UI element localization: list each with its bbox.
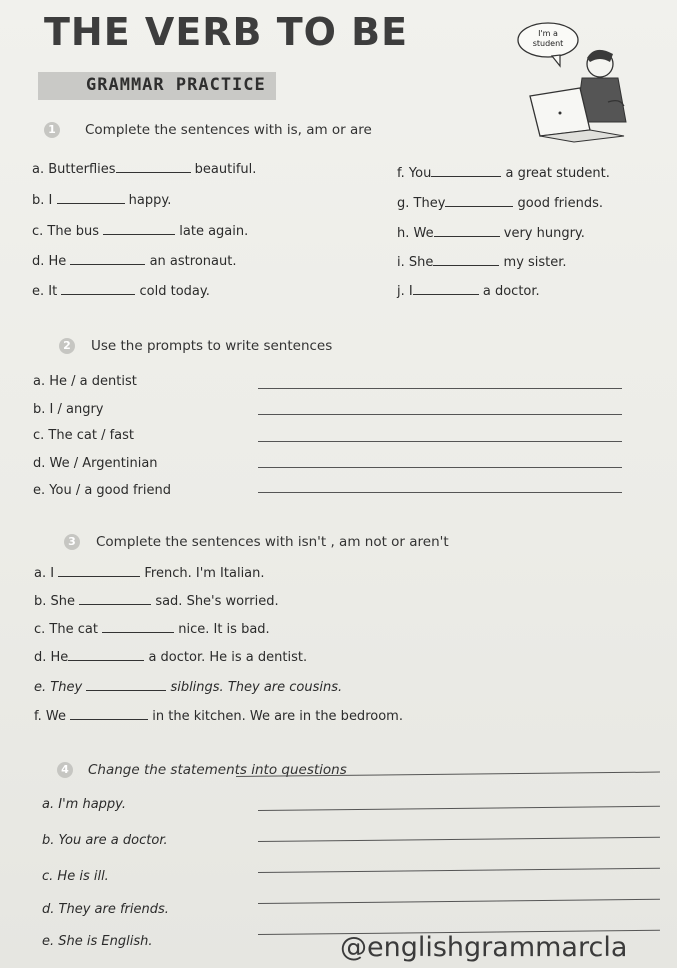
item-label: i. bbox=[397, 255, 405, 270]
item-text-after: in the kitchen. We are in the bedroom. bbox=[152, 709, 403, 724]
answer-line[interactable] bbox=[258, 414, 622, 415]
answer-line[interactable] bbox=[258, 899, 660, 904]
item-text-after: a great student. bbox=[505, 166, 610, 181]
item-prompt: The cat / fast bbox=[48, 428, 135, 443]
s2-item-e bbox=[33, 483, 171, 498]
item-label: e. bbox=[42, 934, 55, 949]
item-text-before: It bbox=[48, 284, 58, 299]
item-statement: They are friends. bbox=[58, 902, 169, 917]
item-text-before: We bbox=[45, 709, 66, 724]
answer-blank[interactable] bbox=[103, 233, 175, 235]
item-text-before: They bbox=[413, 196, 446, 211]
s3-item-a bbox=[34, 566, 265, 581]
section-3-instruction: Complete the sentences with isn't , am not or aren't bbox=[96, 534, 449, 550]
item-label: b. bbox=[34, 594, 47, 609]
section-1-instruction: Complete the sentences with is, am or are bbox=[85, 122, 372, 138]
item-label: a. bbox=[34, 566, 47, 581]
s1-item-b bbox=[32, 193, 171, 208]
item-statement: I'm happy. bbox=[58, 797, 126, 812]
item-prompt: We / Argentinian bbox=[49, 456, 158, 471]
item-label: c. bbox=[34, 622, 46, 637]
item-label: f. bbox=[34, 709, 42, 724]
item-label: d. bbox=[34, 650, 47, 665]
answer-blank[interactable] bbox=[116, 171, 191, 173]
speech-text-line2: student bbox=[532, 39, 564, 48]
item-text-after: nice. It is bad. bbox=[178, 622, 270, 637]
s1-item-a bbox=[32, 162, 256, 177]
item-text-before: They bbox=[50, 680, 83, 695]
s3-item-d bbox=[34, 650, 307, 665]
answer-line[interactable] bbox=[258, 388, 622, 389]
item-label: e. bbox=[32, 284, 45, 299]
s4-item-a bbox=[42, 797, 126, 812]
answer-blank[interactable] bbox=[434, 235, 500, 237]
s3-item-c bbox=[34, 622, 270, 637]
s2-item-a bbox=[33, 374, 137, 389]
item-label: e. bbox=[33, 483, 46, 498]
answer-line[interactable] bbox=[258, 837, 660, 842]
item-prompt: You / a good friend bbox=[49, 483, 171, 498]
item-text-before: I bbox=[50, 566, 55, 581]
answer-blank[interactable] bbox=[433, 264, 499, 266]
s1-item-f bbox=[397, 166, 610, 181]
item-text-after: siblings. They are cousins. bbox=[170, 680, 343, 695]
item-label: d. bbox=[32, 254, 45, 269]
item-text-before: We bbox=[413, 226, 434, 241]
item-label: b. bbox=[32, 193, 45, 208]
s1-item-c bbox=[32, 224, 248, 239]
item-text-after: my sister. bbox=[503, 255, 567, 270]
item-label: c. bbox=[33, 428, 45, 443]
item-text-before: He bbox=[48, 254, 67, 269]
answer-blank[interactable] bbox=[57, 202, 125, 204]
answer-line[interactable] bbox=[258, 806, 660, 811]
section-3-number: 3 bbox=[64, 534, 80, 550]
item-text-before: You bbox=[408, 166, 432, 181]
s4-item-b bbox=[42, 833, 168, 848]
item-prompt: He / a dentist bbox=[49, 374, 137, 389]
item-label: c. bbox=[42, 869, 54, 884]
s3-item-f bbox=[34, 709, 403, 724]
s4-item-d bbox=[42, 902, 169, 917]
section-2-number: 2 bbox=[59, 338, 75, 354]
item-text-before: I bbox=[408, 284, 413, 299]
item-label: f. bbox=[397, 166, 405, 181]
answer-line[interactable] bbox=[258, 441, 622, 442]
answer-blank[interactable] bbox=[58, 575, 140, 577]
s1-item-e bbox=[32, 284, 210, 299]
answer-blank[interactable] bbox=[61, 293, 135, 295]
item-label: a. bbox=[33, 374, 46, 389]
item-label: b. bbox=[42, 833, 55, 848]
item-text-after: an astronaut. bbox=[149, 254, 237, 269]
item-text-after: a doctor. He is a dentist. bbox=[148, 650, 308, 665]
s4-item-c bbox=[42, 869, 109, 884]
answer-blank[interactable] bbox=[86, 689, 166, 691]
item-label: g. bbox=[397, 196, 410, 211]
s3-item-e bbox=[34, 680, 342, 695]
item-label: a. bbox=[32, 162, 45, 177]
answer-blank[interactable] bbox=[445, 205, 513, 207]
section-4-instruction: Change the statements into questions bbox=[88, 762, 347, 778]
item-text-before: He bbox=[50, 650, 69, 665]
item-text-after: French. I'm Italian. bbox=[144, 566, 265, 581]
answer-blank[interactable] bbox=[68, 659, 144, 661]
s1-item-j bbox=[397, 284, 540, 299]
page-title: THE VERB TO BE bbox=[44, 10, 409, 54]
item-label: h. bbox=[397, 226, 410, 241]
page-subtitle: GRAMMAR PRACTICE bbox=[86, 75, 266, 95]
footer-handle: @englishgrammarcla bbox=[340, 932, 628, 963]
answer-line[interactable] bbox=[258, 492, 622, 493]
item-text-after: good friends. bbox=[517, 196, 604, 211]
item-text-after: beautiful. bbox=[194, 162, 257, 177]
s2-item-b bbox=[33, 402, 104, 417]
item-label: a. bbox=[42, 797, 55, 812]
s2-item-c bbox=[33, 428, 134, 443]
item-text-before: She bbox=[408, 255, 434, 270]
s1-item-d bbox=[32, 254, 236, 269]
section-2-instruction: Use the prompts to write sentences bbox=[91, 338, 333, 354]
item-text-after: a doctor. bbox=[482, 284, 540, 299]
answer-blank[interactable] bbox=[431, 175, 501, 177]
item-text-before: I bbox=[48, 193, 53, 208]
item-text-after: sad. She's worried. bbox=[155, 594, 279, 609]
item-prompt: I / angry bbox=[49, 402, 104, 417]
item-text-before: The cat bbox=[49, 622, 98, 637]
answer-line[interactable] bbox=[258, 467, 622, 468]
item-text-after: late again. bbox=[179, 224, 249, 239]
s1-item-i bbox=[397, 255, 567, 270]
s1-item-h bbox=[397, 226, 585, 241]
item-statement: He is ill. bbox=[57, 869, 109, 884]
answer-blank[interactable] bbox=[413, 293, 479, 295]
section-4-number: 4 bbox=[57, 762, 73, 778]
item-statement: You are a doctor. bbox=[58, 833, 168, 848]
item-label: d. bbox=[33, 456, 46, 471]
item-statement: She is English. bbox=[58, 934, 153, 949]
item-label: b. bbox=[33, 402, 46, 417]
answer-blank[interactable] bbox=[102, 631, 174, 633]
item-label: e. bbox=[34, 680, 47, 695]
item-label: j. bbox=[397, 284, 405, 299]
s3-item-b bbox=[34, 594, 279, 609]
student-illustration bbox=[500, 18, 650, 143]
item-text-after: cold today. bbox=[139, 284, 210, 299]
s2-item-d bbox=[33, 456, 158, 471]
answer-line[interactable] bbox=[258, 868, 660, 873]
item-text-before: Butterflies bbox=[48, 162, 116, 177]
item-text-before: She bbox=[50, 594, 76, 609]
item-label: c. bbox=[32, 224, 44, 239]
s1-item-g bbox=[397, 196, 603, 211]
section-1-number: 1 bbox=[44, 122, 60, 138]
s4-item-e bbox=[42, 934, 153, 949]
item-text-before: The bus bbox=[47, 224, 99, 239]
item-label: d. bbox=[42, 902, 55, 917]
item-text-after: very hungry. bbox=[503, 226, 585, 241]
item-text-after: happy. bbox=[128, 193, 172, 208]
answer-blank[interactable] bbox=[70, 718, 148, 720]
answer-blank[interactable] bbox=[79, 603, 151, 605]
speech-text-line1: I'm a bbox=[538, 29, 558, 38]
answer-blank[interactable] bbox=[70, 263, 145, 265]
